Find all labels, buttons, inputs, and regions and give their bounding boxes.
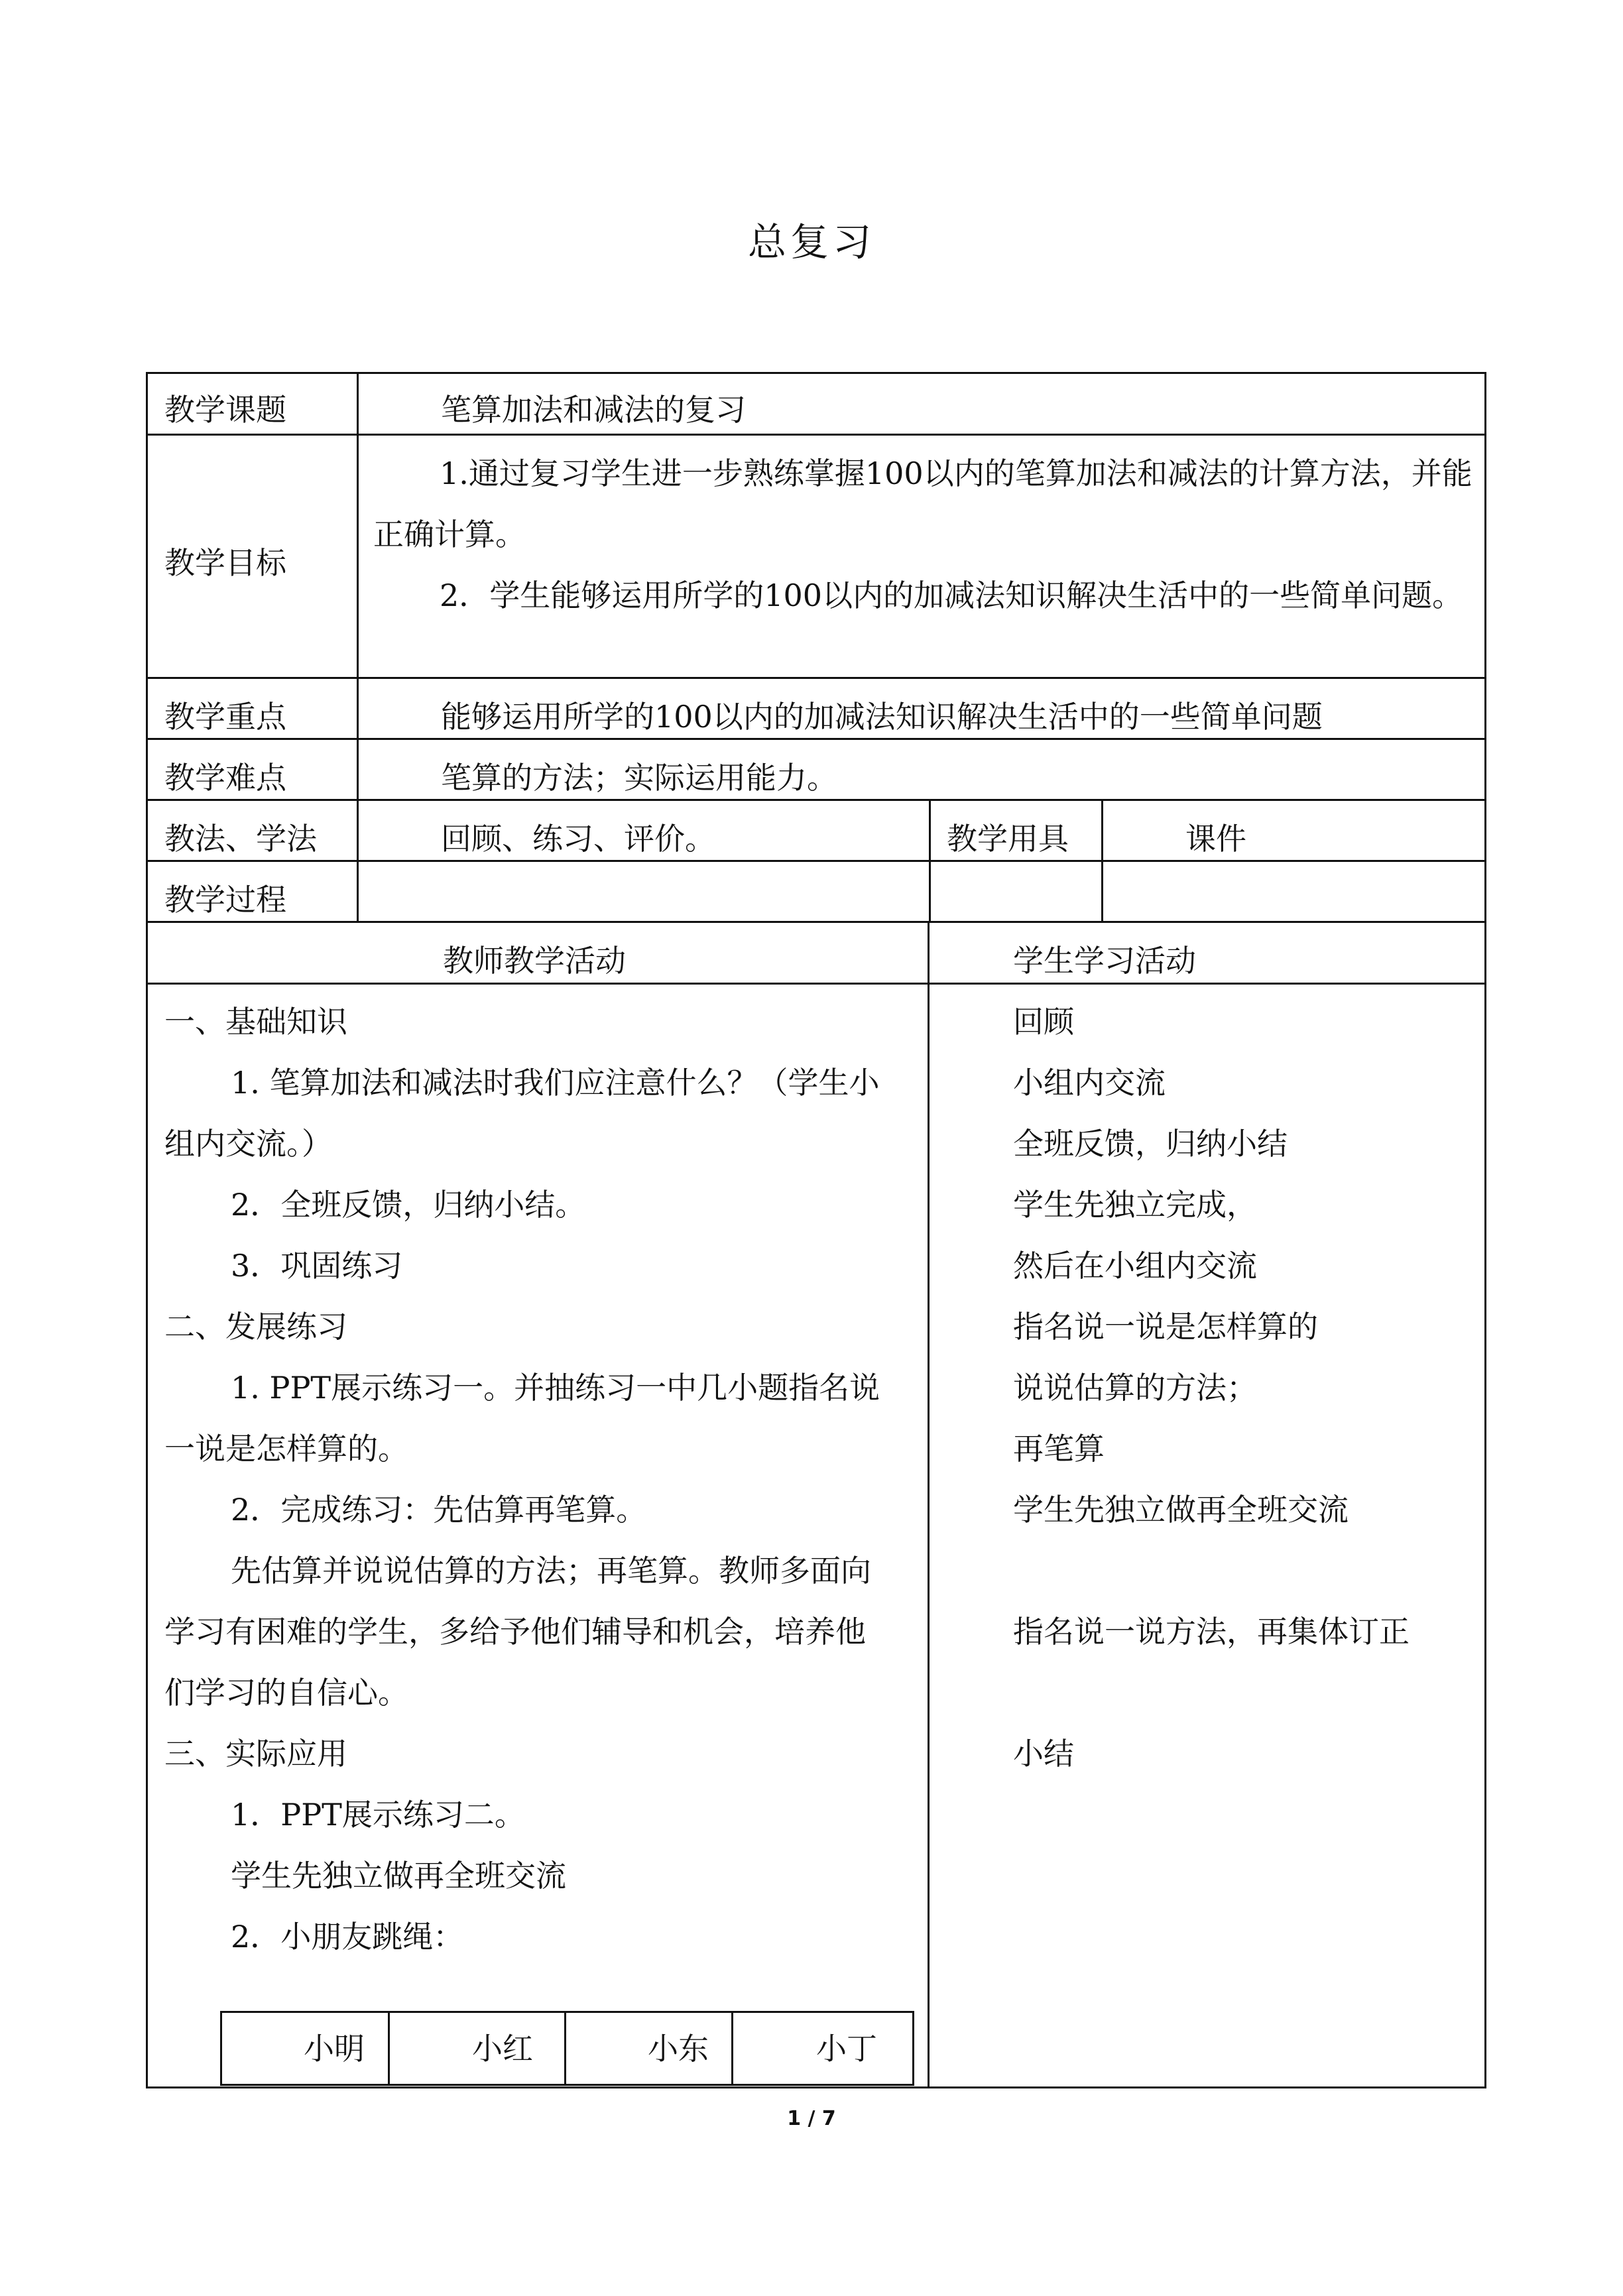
student-line: 再笔算 [1013,1431,1105,1467]
topic-value: 笔算加法和减法的复习 [441,392,746,428]
jump-rope-name: 小明 [304,2031,365,2067]
teacher-line: 们学习的自信心。 [164,1675,408,1711]
tools-label: 教学用具 [947,821,1069,857]
goal-item-2: 2．学生能够运用所学的100以内的加减法知识解决生活中的一些简单问题。 [440,577,1463,613]
teacher-line: 2．完成练习：先估算再笔算。 [231,1492,647,1528]
teacher-line: 1．PPT展示练习二。 [231,1797,525,1833]
teacher-line: 一说是怎样算的。 [164,1431,408,1467]
student-line: 然后在小组内交流 [1013,1248,1257,1284]
methods-value: 回顾、练习、评价。 [441,821,715,857]
teacher-line: 学习有困难的学生，多给予他们辅导和机会，培养他 [164,1614,866,1650]
difficulty-value: 笔算的方法；实际运用能力。 [441,760,837,796]
student-line: 学生先独立做再全班交流 [1013,1492,1349,1528]
teacher-line: 2．全班反馈，归纳小结。 [231,1187,586,1223]
student-line: 回顾 [1013,1004,1074,1040]
teacher-line: 三、实际应用 [164,1736,347,1772]
student-line: 指名说一说是怎样算的 [1013,1309,1318,1345]
tools-value: 课件 [1185,821,1246,857]
student-line: 学生先独立完成， [1013,1187,1257,1223]
page-title: 总复习 [747,219,875,265]
topic-label: 教学课题 [164,392,286,428]
student-line: 说说估算的方法； [1013,1370,1257,1406]
student-line: 小组内交流 [1013,1065,1166,1101]
teacher-line: 3．巩固练习 [231,1248,403,1284]
teacher-line: 2．小朋友跳绳： [231,1919,464,1955]
teacher-line: 1. 笔算加法和减法时我们应注意什么？（学生小 [231,1065,880,1101]
goal-item-1: 1.通过复习学生进一步熟练掌握100以内的笔算加法和减法的计算方法，并能正确计算。 [373,455,1473,552]
key-point-label: 教学重点 [164,699,286,735]
teacher-line: 一、基础知识 [164,1004,347,1040]
teacher-line: 学生先独立做再全班交流 [231,1858,566,1894]
teacher-line: 1. PPT展示练习一。并抽练习一中几小题指名说 [231,1370,880,1406]
student-activity-header: 学生学习活动 [1013,943,1196,979]
jump-rope-name: 小丁 [816,2031,877,2067]
process-label: 教学过程 [164,882,286,918]
key-point-value: 能够运用所学的100以内的加减法知识解决生活中的一些简单问题 [441,699,1323,735]
teacher-line: 组内交流。） [164,1126,332,1162]
student-line: 小结 [1013,1736,1074,1772]
teacher-line: 二、发展练习 [164,1309,347,1345]
teacher-line: 先估算并说说估算的方法；再笔算。教师多面向 [231,1553,871,1589]
teacher-activity-header: 教师教学活动 [443,943,626,979]
jump-rope-name: 小东 [648,2031,709,2067]
page-number: 1 / 7 [787,2107,836,2130]
methods-label: 教法、学法 [164,821,317,857]
difficulty-label: 教学难点 [164,760,286,796]
jump-rope-name: 小红 [472,2031,533,2067]
student-line: 指名说一说方法，再集体订正 [1013,1614,1410,1650]
student-line: 全班反馈，归纳小结 [1013,1126,1288,1162]
goals-label: 教学目标 [164,545,286,581]
